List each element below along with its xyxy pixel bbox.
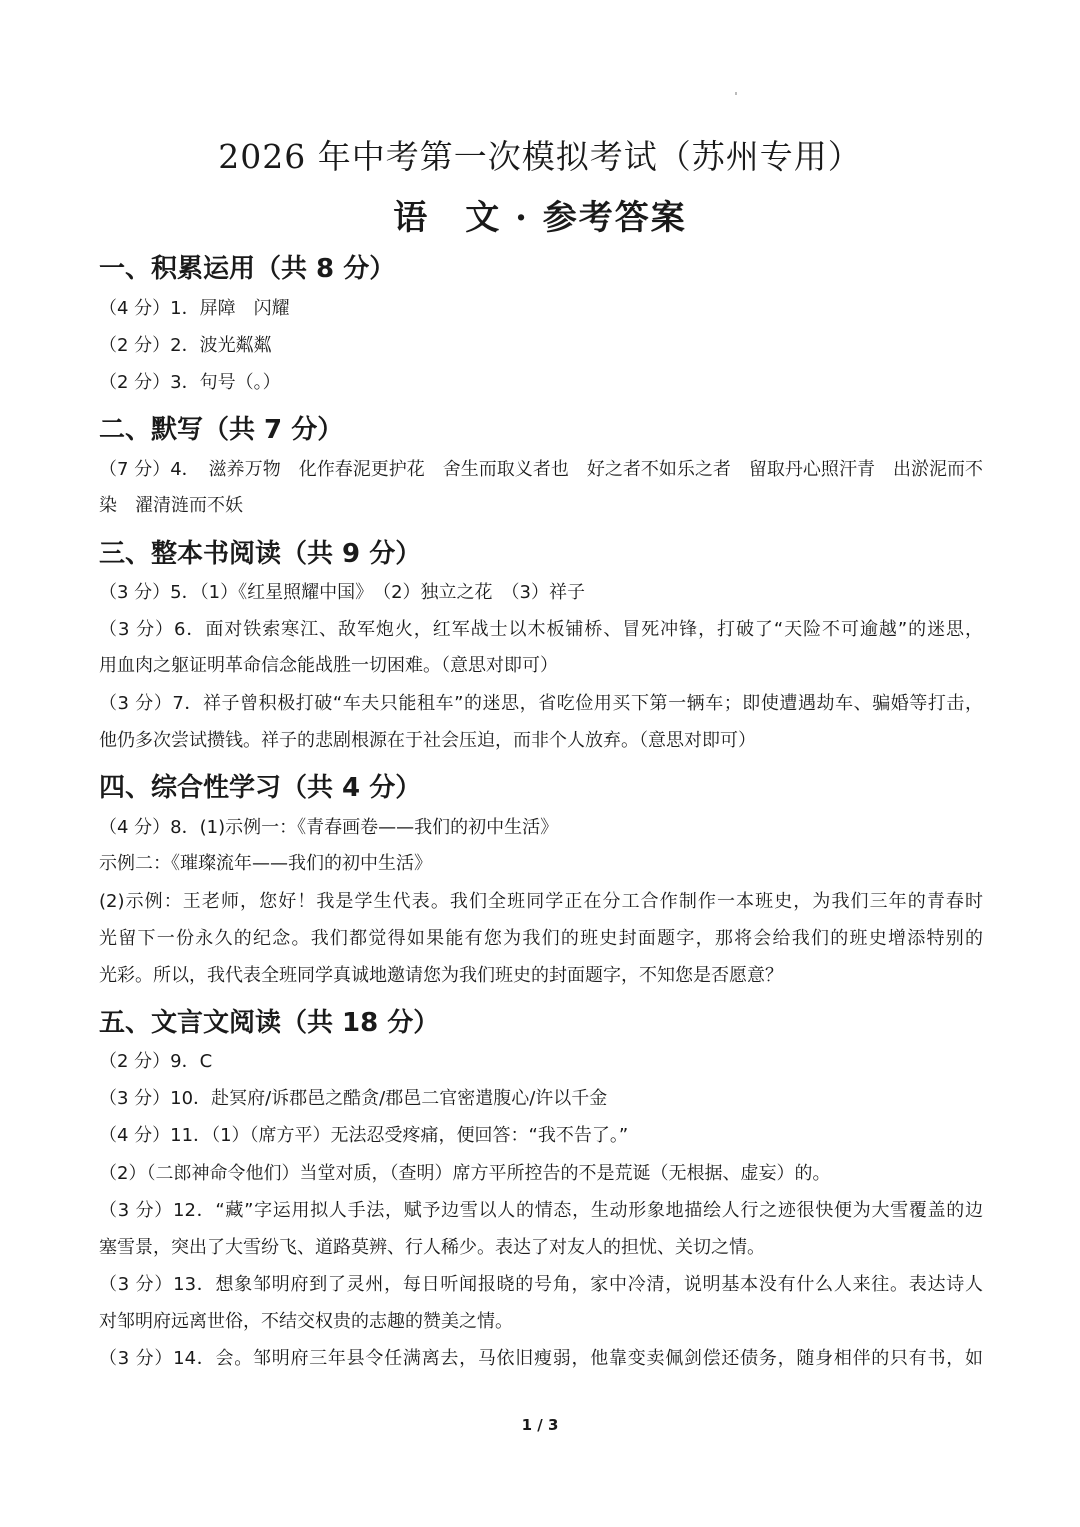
scan-speck	[735, 92, 737, 95]
answer-line: 染 濯清涟而不妖	[99, 495, 243, 516]
answer-line: （3 分）10．赴冥府/诉郡邑之酷贪/郡邑二官密遣腹心/许以千金	[99, 1088, 608, 1109]
answer-line: （3 分）13．想象邹明府到了灵州，每日听闻报晓的号角，家中冷清，说明基本没有什么人来往。表达诗人	[99, 1274, 983, 1295]
answer-line: （3 分）14．会。邹明府三年县令任满离去，马依旧瘦弱，他靠变卖佩剑偿还债务，随身相伴的只有书，如	[99, 1348, 983, 1369]
answer-line: （3 分）5．（1）《红星照耀中国》 （2）独立之花 （3）祥子	[99, 582, 585, 603]
answer-line: 对邹明府远离世俗，不结交权贵的志趣的赞美之情。	[99, 1311, 513, 1332]
section-heading-4: 四、综合性学习（共 4 分）	[99, 773, 422, 803]
section-heading-2: 二、默写（共 7 分）	[99, 415, 344, 445]
answer-line: （3 分）7．祥子曾积极打破“车夫只能租车”的迷思，省吃俭用买下第一辆车；即使遭遇劫车、骗婚等打击，	[99, 693, 983, 714]
answer-line: （7 分）4． 滋养万物 化作春泥更护花 舍生而取义者也 好之者不如乐之者 留取丹心照汗青 出淤泥而不	[99, 459, 983, 480]
page-number: 1 / 3	[521, 1416, 559, 1434]
section-heading-5: 五、文言文阅读（共 18 分）	[99, 1008, 440, 1038]
answer-line: （2 分）3．句号（。）	[99, 372, 281, 393]
exam-subtitle: 语 文 · 参考答案	[393, 198, 687, 238]
answer-line: （4 分）11．（1）（席方平）无法忍受疼痛，便回答：“我不告了。”	[99, 1125, 629, 1146]
answer-line: （4 分）8．(1)示例一：《青春画卷——我们的初中生活》	[99, 817, 559, 838]
answer-line: (2)示例：王老师，您好！我是学生代表。我们全班同学正在分工合作制作一本班史，为我们三年的青春时	[99, 891, 983, 912]
answer-line: 用血肉之躯证明革命信念能战胜一切困难。（意思对即可）	[99, 655, 558, 676]
section-heading-3: 三、整本书阅读（共 9 分）	[99, 539, 422, 569]
answer-line: （2）（二郎神命令他们）当堂对质，（查明）席方平所控告的不是荒诞（无根据、虚妄）的。	[99, 1163, 831, 1184]
answer-line: 示例二：《璀璨流年——我们的初中生活》	[99, 853, 432, 874]
answer-line: 塞雪景，突出了大雪纷飞、道路莫辨、行人稀少。表达了对友人的担忧、关切之情。	[99, 1237, 765, 1258]
answer-line: （3 分）6．面对铁索寒江、敌军炮火，红军战士以木板铺桥、冒死冲锋，打破了“天险不可逾越”的迷思，	[99, 619, 983, 640]
answer-line: （4 分）1．屏障 闪耀	[99, 298, 290, 319]
section-heading-1: 一、积累运用（共 8 分）	[99, 254, 396, 284]
exam-title: 2026 年中考第一次模拟考试（苏州专用）	[218, 137, 862, 176]
answer-line: （3 分）12．“藏”字运用拟人手法，赋予边雪以人的情态，生动形象地描绘人行之迹很快便为大雪覆盖的边	[99, 1200, 983, 1221]
answer-line: （2 分）2．波光粼粼	[99, 335, 272, 356]
answer-line: 光留下一份永久的纪念。我们都觉得如果能有您为我们的班史封面题字，那将会给我们的班史增添特别的	[99, 928, 983, 949]
answer-line: 他仍多次尝试攒钱。祥子的悲剧根源在于社会压迫，而非个人放弃。（意思对即可）	[99, 730, 756, 751]
answer-line: （2 分）9．C	[99, 1051, 213, 1072]
answer-line: 光彩。所以，我代表全班同学真诚地邀请您为我们班史的封面题字，不知您是否愿意？	[99, 965, 783, 986]
